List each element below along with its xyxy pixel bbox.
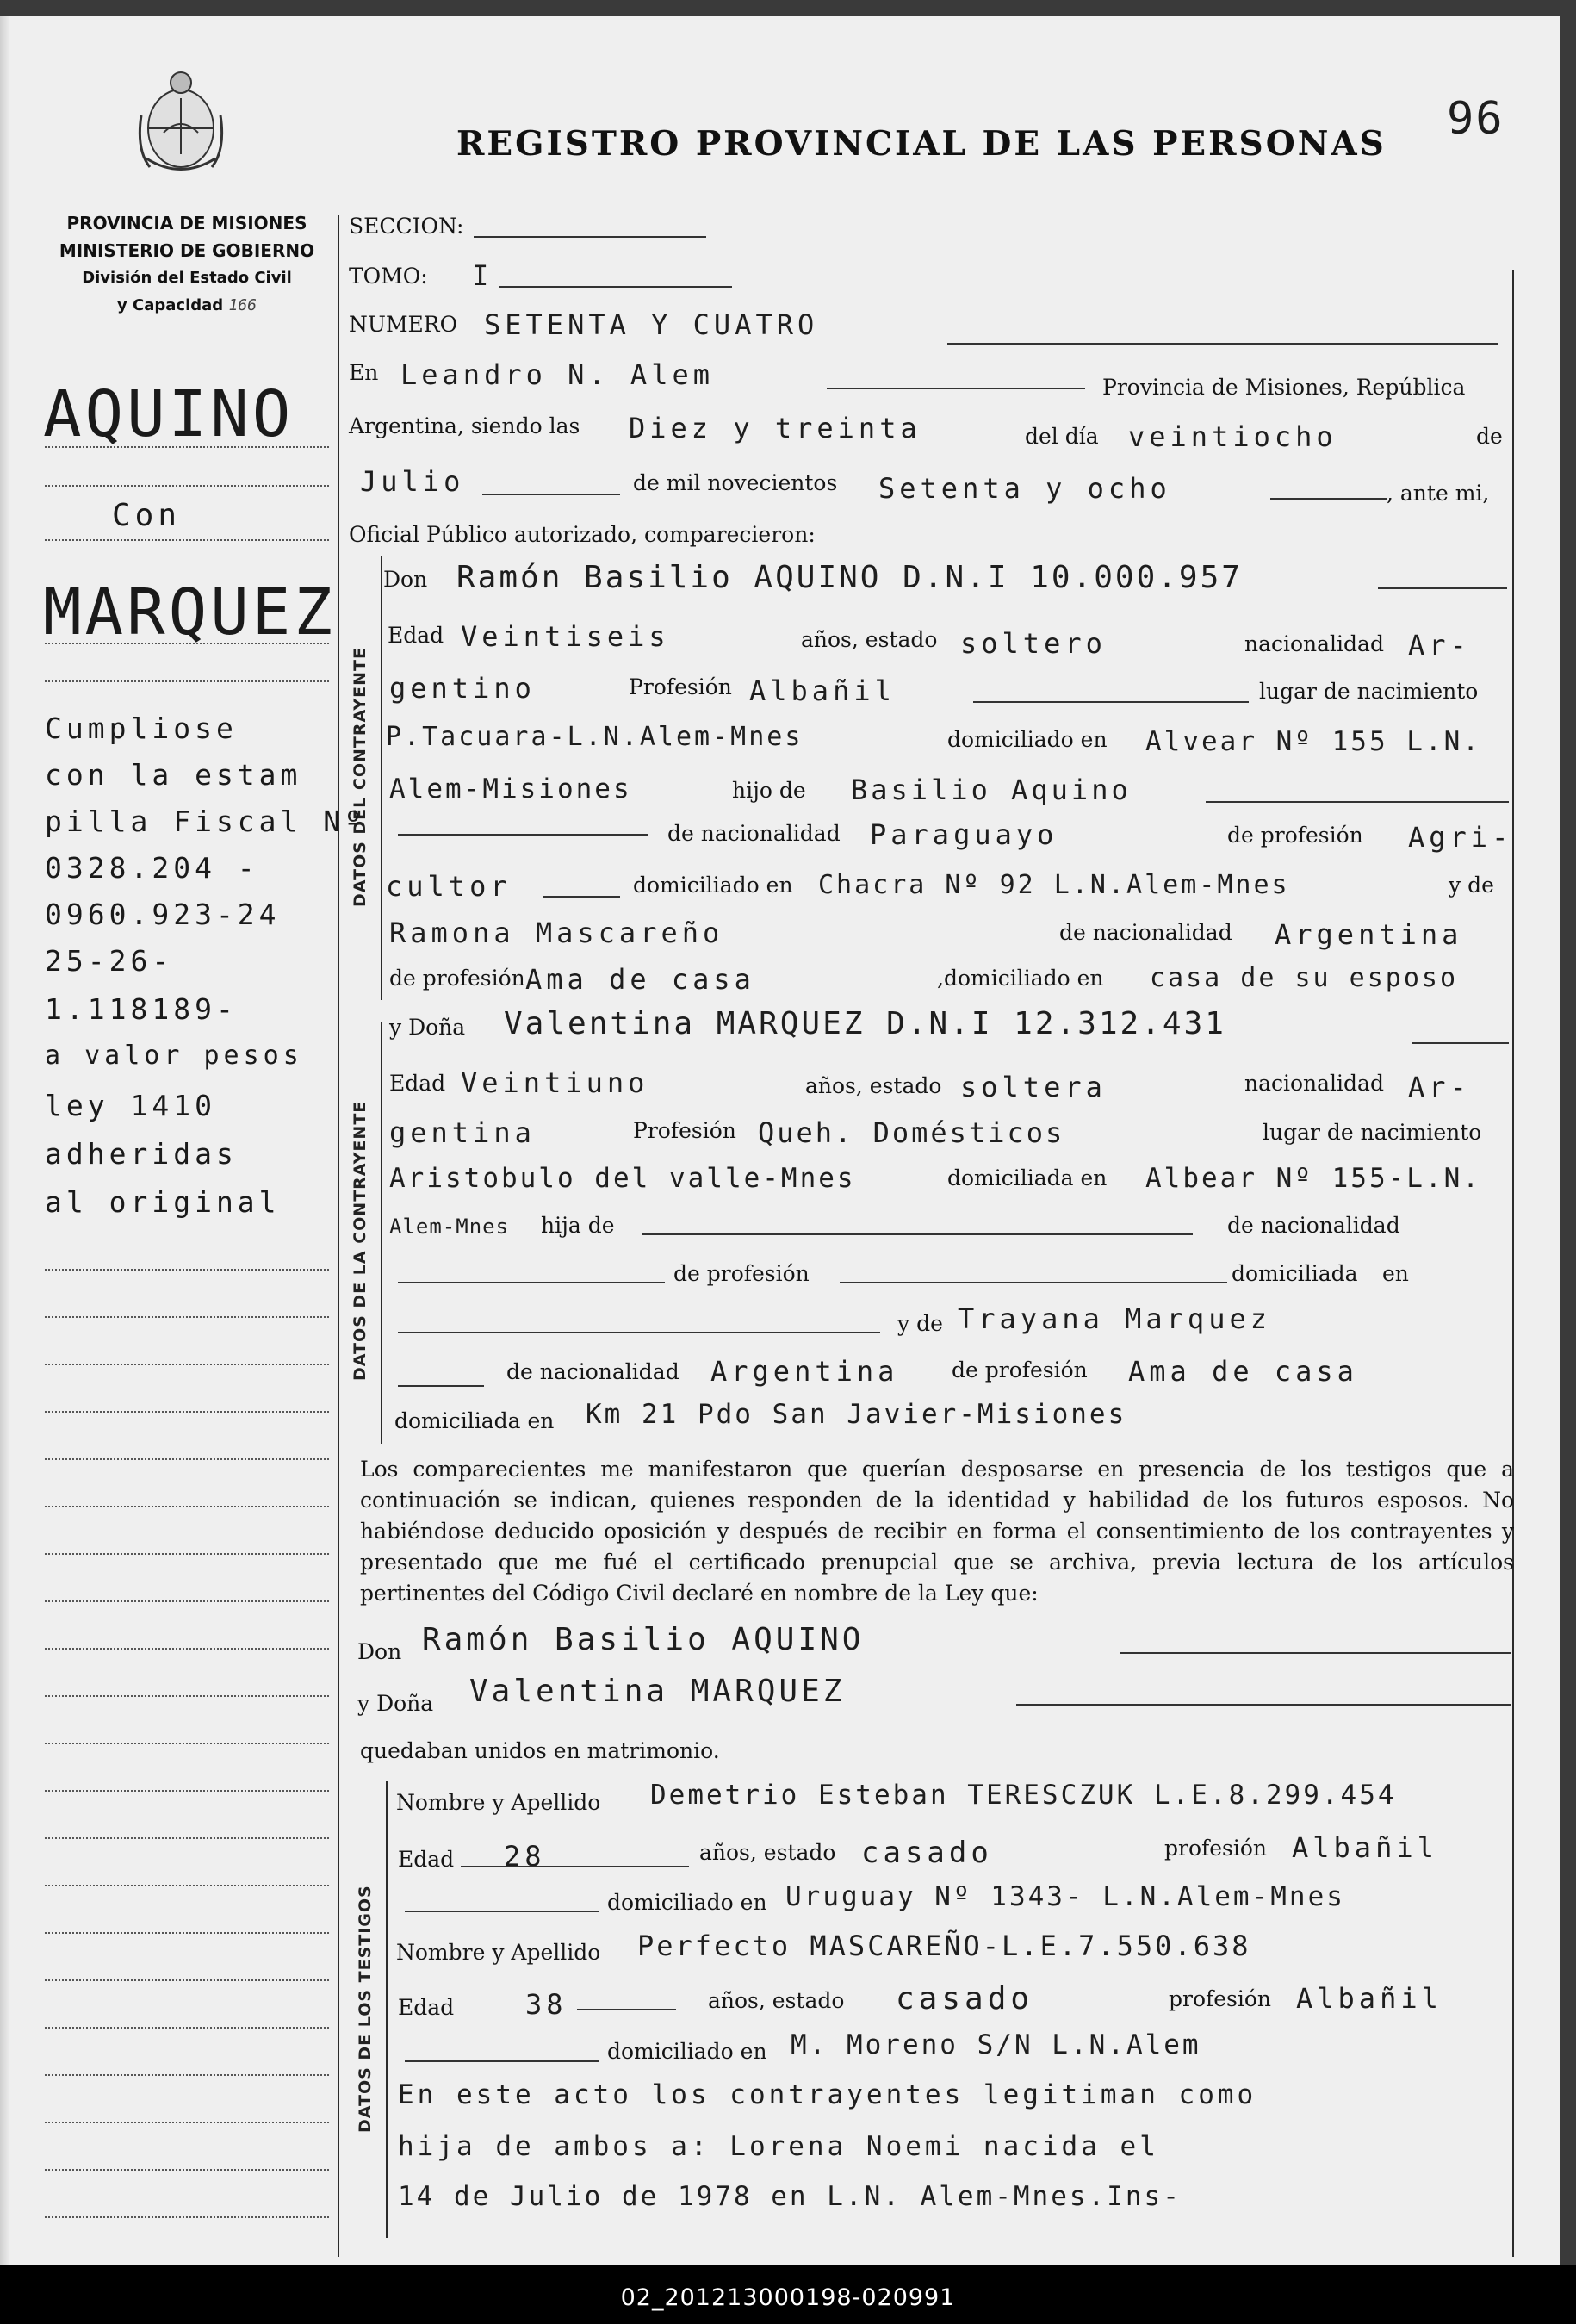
hijo-de-label: hijo de xyxy=(732,778,806,803)
groom-nationality-a: Ar- xyxy=(1408,629,1471,662)
witness2-name: Perfecto MASCAREÑO-L.E.7.550.638 xyxy=(637,1929,1251,1962)
mother-nationality: Argentina xyxy=(1275,918,1463,951)
witness2-status: casado xyxy=(896,1981,1034,2016)
margin-note-9: adheridas xyxy=(45,1137,238,1171)
bride-address-b: Alem-Mnes xyxy=(389,1215,510,1239)
father-pre-line xyxy=(398,834,648,836)
profesion-label: Profesión xyxy=(629,674,732,699)
mother-address: casa de su esposo xyxy=(1150,963,1459,993)
mother-profession: Ama de casa xyxy=(525,963,755,996)
bride-age: Veintiuno xyxy=(461,1066,649,1099)
legitimation-note-2: hija de ambos a: Lorena Noemi nacida el xyxy=(398,2131,1159,2162)
day-value: veintiocho xyxy=(1128,420,1337,453)
bride-status: soltera xyxy=(960,1071,1107,1103)
margin-line xyxy=(45,643,329,644)
place-line xyxy=(827,388,1085,389)
en-label-2: en xyxy=(1382,1261,1409,1286)
bride-nationality-b: gentina xyxy=(389,1116,536,1149)
en-label: En xyxy=(349,360,379,385)
margin-surname-2: MARQUEZ xyxy=(43,575,336,649)
mother-nat-pre-line xyxy=(398,1385,484,1387)
province-name: PROVINCIA DE MISIONES xyxy=(66,213,307,233)
father-profession-b: cultor xyxy=(386,870,512,903)
office-header xyxy=(53,209,320,320)
margin-note-7: a valor pesos xyxy=(45,1041,303,1071)
place-value: Leandro N. Alem xyxy=(400,358,714,391)
division-name: División del Estado Civil xyxy=(82,269,292,287)
domiciliado-en-label-3: ,domiciliado en xyxy=(937,966,1104,991)
de-nacionalidad-label: de nacionalidad xyxy=(667,821,841,846)
margin-note-0: Cumpliose xyxy=(45,711,238,745)
margin-rule xyxy=(338,215,339,2257)
groom-age: Veintiseis xyxy=(461,620,670,653)
y-dona-label: y Doña xyxy=(389,1015,466,1040)
bride-nationality-a: Ar- xyxy=(1408,1071,1471,1103)
month-value: Julio xyxy=(360,465,465,498)
union-groom: Ramón Basilio AQUINO xyxy=(422,1622,865,1657)
nombre-apellido-label: Nombre y Apellido xyxy=(396,1790,601,1815)
margin-con: Con xyxy=(112,498,182,533)
fprof-line xyxy=(543,896,620,898)
contrayenta-rule xyxy=(381,1022,382,1444)
de-profesion-label-3: de profesión xyxy=(673,1261,810,1286)
domiciliada-en-label: domiciliada en xyxy=(947,1165,1108,1190)
edad-label: Edad xyxy=(388,623,444,648)
bride-father-prof-line xyxy=(840,1282,1227,1283)
groom-address-b: Alem-Misiones xyxy=(389,774,632,805)
father-address: Chacra Nº 92 L.N.Alem-Mnes xyxy=(818,870,1290,900)
right-rule xyxy=(1512,270,1514,2257)
margin-line xyxy=(45,485,329,487)
oficial-text: Oficial Público autorizado, comparecieron: xyxy=(349,522,816,547)
numero-value: SETENTA Y CUATRO xyxy=(484,308,819,341)
de-nacionalidad-label-3: de nacionalidad xyxy=(1227,1213,1400,1238)
contrayente-rule xyxy=(381,556,382,1000)
month-line xyxy=(482,494,620,495)
side-label-contrayente: DATOS DEL CONTRAYENTE xyxy=(351,647,369,907)
bride-mother-addr: Km 21 Pdo San Javier-Misiones xyxy=(586,1399,1127,1430)
nacionalidad-label-2: nacionalidad xyxy=(1244,1071,1384,1096)
document-page xyxy=(0,16,1560,2265)
margin-note-10: al original xyxy=(45,1185,281,1219)
argentina-text: Argentina, siendo las xyxy=(349,413,580,438)
image-caption: 02_201213000198-020991 xyxy=(620,2284,956,2311)
division-name-2: y Capacidad 166 xyxy=(117,296,257,314)
bride-father-addr-line xyxy=(398,1332,880,1333)
statement-text: Los comparecientes me manifestaron que querían desposarse en presencia de los testigos que a continuación se indican, quienes responden de la identidad y habilidad de los futuros esposos. No habiéndose deducido oposición y después de recibir en forma el consentimiento de los contrayentes y presentado que me fué el certificado prenupcial que se archiva, previa lectura de los artículos pertinentes del Código Civil declaré en nombre de la Ley que: xyxy=(360,1457,1514,1606)
margin-line xyxy=(45,446,329,448)
handwritten-number: 166 xyxy=(228,296,257,314)
hour-value: Diez y treinta xyxy=(629,412,921,444)
union-groom-line xyxy=(1120,1652,1511,1654)
tomo-line xyxy=(499,286,732,288)
anos-estado-label-4: años, estado xyxy=(708,1988,845,2013)
w2-addr-pre-line xyxy=(405,2060,599,2062)
profession-line xyxy=(973,701,1249,703)
w2-age-line xyxy=(577,2009,676,2010)
margin-note-3: 0328.204 - xyxy=(45,851,259,885)
edad-label-4: Edad xyxy=(398,1995,455,2020)
nacionalidad-label: nacionalidad xyxy=(1244,631,1384,656)
groom-mother: Ramona Mascareño xyxy=(389,917,724,949)
don-label-2: Don xyxy=(357,1639,402,1664)
testigos-rule xyxy=(386,1781,388,2238)
union-bride-line xyxy=(1016,1704,1511,1706)
margin-note-2: pilla Fiscal Nº xyxy=(45,805,367,838)
de-nacionalidad-label-2: de nacionalidad xyxy=(1059,920,1232,945)
de-nacionalidad-label-4: de nacionalidad xyxy=(506,1359,679,1384)
bride-birthplace: Aristobulo del valle-Mnes xyxy=(389,1163,856,1194)
y-de-label: y de xyxy=(1449,873,1494,898)
coat-of-arms-icon xyxy=(129,64,233,176)
profesion-label-2: Profesión xyxy=(633,1118,736,1143)
legitimation-note-3: 14 de Julio de 1978 en L.N. Alem-Mnes.Ins- xyxy=(398,2181,1182,2212)
numero-label: NUMERO xyxy=(349,312,458,337)
domiciliado-en-label: domiciliado en xyxy=(947,727,1108,752)
nombre-apellido-label-2: Nombre y Apellido xyxy=(396,1940,601,1965)
side-label-testigos: DATOS DE LOS TESTIGOS xyxy=(356,1885,375,2133)
year-line xyxy=(1270,498,1387,500)
margin-note-1: con la estam xyxy=(45,758,302,792)
groom-birthplace: P.Tacuara-L.N.Alem-Mnes xyxy=(386,722,804,752)
side-label-contrayenta: DATOS DE LA CONTRAYENTE xyxy=(351,1100,369,1381)
bride-mother: Trayana Marquez xyxy=(958,1302,1271,1335)
page-number: 96 xyxy=(1447,93,1505,145)
anos-estado-label-3: años, estado xyxy=(699,1840,836,1865)
witness2-age: 38 xyxy=(525,1988,568,2021)
bride-name: Valentina MARQUEZ D.N.I 12.312.431 xyxy=(504,1006,1226,1041)
edad-label-2: Edad xyxy=(389,1071,446,1096)
witness2-prof: Albañil xyxy=(1296,1982,1443,2015)
witness2-addr: M. Moreno S/N L.N.Alem xyxy=(791,2029,1201,2060)
groom-name: Ramón Basilio AQUINO D.N.I 10.000.957 xyxy=(456,560,1243,595)
hija-de-label: hija de xyxy=(541,1213,615,1238)
domiciliado-en-label-2: domiciliado en xyxy=(633,873,793,898)
domiciliado-en-label-5: domiciliado en xyxy=(607,2039,767,2064)
margin-note-6: 1.118189- xyxy=(45,992,238,1026)
bride-father-line xyxy=(398,1282,665,1283)
bride-profession: Queh. Domésticos xyxy=(758,1116,1065,1149)
groom-nationality-b: gentino xyxy=(389,672,536,705)
lugar-nac-label: lugar de nacimiento xyxy=(1259,679,1479,704)
domiciliada-label: domiciliada xyxy=(1232,1261,1358,1286)
margin-note-4: 0960.923-24 xyxy=(45,898,281,931)
y-de-label-2: y de xyxy=(897,1311,943,1336)
bride-address-a: Albear Nº 155-L.N. xyxy=(1145,1163,1481,1194)
lugar-nac-label-2: lugar de nacimiento xyxy=(1263,1120,1482,1145)
witness1-name: Demetrio Esteban TERESCZUK L.E.8.299.454 xyxy=(650,1780,1397,1811)
groom-address-a: Alvear Nº 155 L.N. xyxy=(1145,726,1481,757)
margin-line xyxy=(45,539,329,541)
bride-name-line xyxy=(1412,1042,1509,1044)
margin-note-8: ley 1410 xyxy=(45,1089,216,1122)
del-dia-label: del día xyxy=(1025,424,1099,449)
page-title: REGISTRO PROVINCIAL DE LAS PERSONAS xyxy=(456,124,1387,164)
father-nationality: Paraguayo xyxy=(870,818,1058,851)
w1-age-line xyxy=(461,1866,689,1867)
margin-line xyxy=(45,680,329,682)
union-bride: Valentina MARQUEZ xyxy=(469,1674,846,1709)
w1-addr-pre-line xyxy=(405,1911,599,1912)
tomo-label: TOMO: xyxy=(349,264,428,289)
margin-note-5: 25-26- xyxy=(45,944,174,978)
domiciliada-en-label-2: domiciliada en xyxy=(394,1408,555,1433)
witness1-status: casado xyxy=(861,1836,993,1870)
margin-surname-1: AQUINO xyxy=(43,377,295,451)
seccion-label: SECCION: xyxy=(349,214,464,239)
witness1-prof: Albañil xyxy=(1292,1831,1438,1864)
bride-mother-prof: Ama de casa xyxy=(1128,1355,1358,1388)
de-profesion-label-4: de profesión xyxy=(952,1358,1088,1383)
numero-line xyxy=(947,343,1498,345)
tomo-value: I xyxy=(472,259,493,292)
ante-mi-label: , ante mi, xyxy=(1387,481,1490,506)
groom-profession: Albañil xyxy=(749,674,896,707)
seccion-line xyxy=(474,236,706,238)
y-dona-label-2: y Doña xyxy=(357,1691,434,1716)
profesion-lc-label-2: profesión xyxy=(1169,1986,1272,2011)
groom-status: soltero xyxy=(960,627,1107,660)
de-label: de xyxy=(1476,424,1503,449)
father-profession-a: Agri- xyxy=(1408,821,1513,854)
witness1-addr: Uruguay Nº 1343- L.N.Alem-Mnes xyxy=(785,1881,1345,1912)
hija-de-line xyxy=(642,1233,1193,1235)
witness1-age: 28 xyxy=(504,1840,546,1873)
year-value: Setenta y ocho xyxy=(878,472,1171,505)
bride-mother-nat: Argentina xyxy=(710,1355,899,1388)
de-profesion-label-2: de profesión xyxy=(389,966,525,991)
unidos-text: quedaban unidos en matrimonio. xyxy=(360,1738,720,1763)
edad-label-3: Edad xyxy=(398,1847,455,1872)
father-line xyxy=(1206,801,1509,803)
legitimation-note-1: En este acto los contrayentes legitiman como xyxy=(398,2079,1257,2110)
ministry-name: MINISTERIO DE GOBIERNO xyxy=(59,240,315,261)
domiciliado-en-label-4: domiciliado en xyxy=(607,1890,767,1915)
de-profesion-label: de profesión xyxy=(1227,823,1363,848)
de-mil-label: de mil novecientos xyxy=(633,470,838,495)
profesion-lc-label: profesión xyxy=(1164,1836,1268,1861)
don-label: Don xyxy=(383,567,428,592)
anos-estado-label-2: años, estado xyxy=(805,1073,942,1098)
groom-name-line xyxy=(1378,587,1507,589)
province-text: Provincia de Misiones, República xyxy=(1102,375,1466,400)
groom-father: Basilio Aquino xyxy=(851,774,1132,806)
anos-estado-label: años, estado xyxy=(801,627,938,652)
